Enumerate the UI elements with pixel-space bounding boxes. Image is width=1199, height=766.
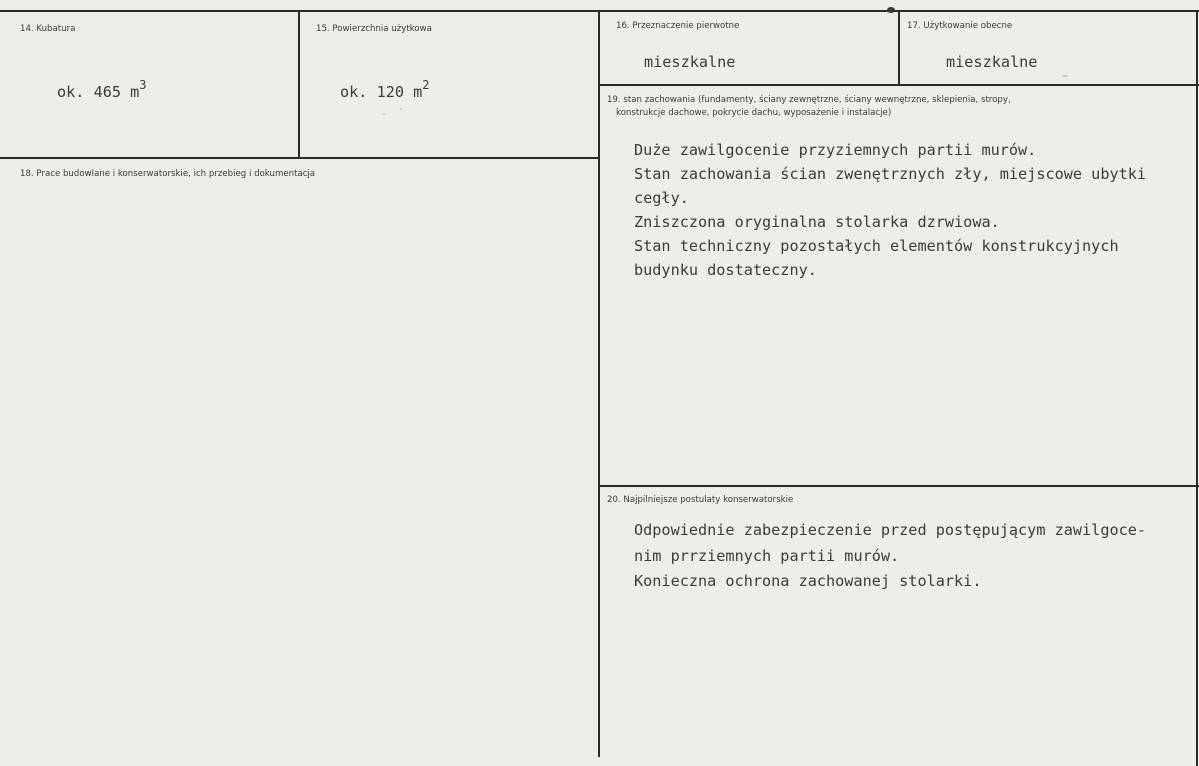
vertical-center-line	[598, 12, 600, 757]
paper-speck	[400, 108, 402, 110]
kubatura-unit-exponent: 3	[139, 78, 147, 92]
stan-line: cegły.	[634, 189, 689, 207]
przeznaczenie-value: mieszkalne	[644, 53, 736, 71]
stan-line: Stan techniczny pozostałych elementów konstrukcyjnych	[634, 237, 1119, 255]
paper-speck	[887, 7, 895, 13]
przeznaczenie-label: 16. Przeznaczenie pierwotne	[616, 21, 740, 31]
uzytkowanie-value: mieszkalne	[946, 53, 1038, 71]
right-border-line	[1196, 12, 1198, 766]
powierzchnia-label: 15. Powierzchnia użytkowa	[316, 24, 432, 34]
kubatura-value	[57, 80, 147, 101]
uzytkowanie-label: 17. Użytkowanie obecne	[907, 21, 1013, 31]
vertical-line-16-17	[898, 12, 900, 84]
vertical-line-14-15	[298, 12, 300, 158]
stan-label-line1: 19. stan zachowania (fundamenty, ściany zewnętrzne, ściany wewnętrzne, sklepienia, stropy,	[607, 95, 1011, 105]
stan-text	[634, 138, 1146, 282]
horizontal-line-19-20	[600, 485, 1199, 487]
stan-line: Duże zawilgocenie przyziemnych partii murów.	[634, 141, 1037, 159]
kubatura-value-text: ok. 465 m	[57, 83, 140, 102]
stan-line: Stan zachowania ścian zwenętrznych zły, miejscowe ubytki	[634, 165, 1147, 183]
stan-line: budynku dostateczny.	[634, 261, 817, 279]
postulaty-line: nim prrziemnych partii murów.	[634, 546, 900, 565]
powierzchnia-unit-exponent: 2	[422, 78, 430, 92]
postulaty-text	[634, 518, 1146, 595]
postulaty-line: Konieczna ochrona zachowanej stolarki.	[634, 572, 982, 590]
postulaty-line: Odpowiednie zabezpieczenie przed postępującym zawilgoce-	[634, 521, 1147, 539]
horizontal-line-16-19	[600, 84, 1199, 86]
paper-speck	[383, 113, 385, 115]
kubatura-label: 14. Kubatura	[20, 24, 76, 34]
powierzchnia-value	[340, 80, 430, 101]
stan-line: Zniszczona oryginalna stolarka dzrwiowa.	[634, 213, 1000, 231]
postulaty-label: 20. Najpilniejsze postulaty konserwatorskie	[607, 495, 794, 505]
stan-label-line2: konstrukcje dachowe, pokrycie dachu, wyposażenie i instalacje)	[616, 108, 892, 118]
prace-label: 18. Prace budowlane i konserwatorskie, ich przebieg i dokumentacja	[20, 169, 316, 179]
powierzchnia-value-text: ok. 120 m	[340, 83, 423, 102]
paper-speck	[1062, 75, 1068, 77]
horizontal-line-14-18	[0, 157, 600, 159]
